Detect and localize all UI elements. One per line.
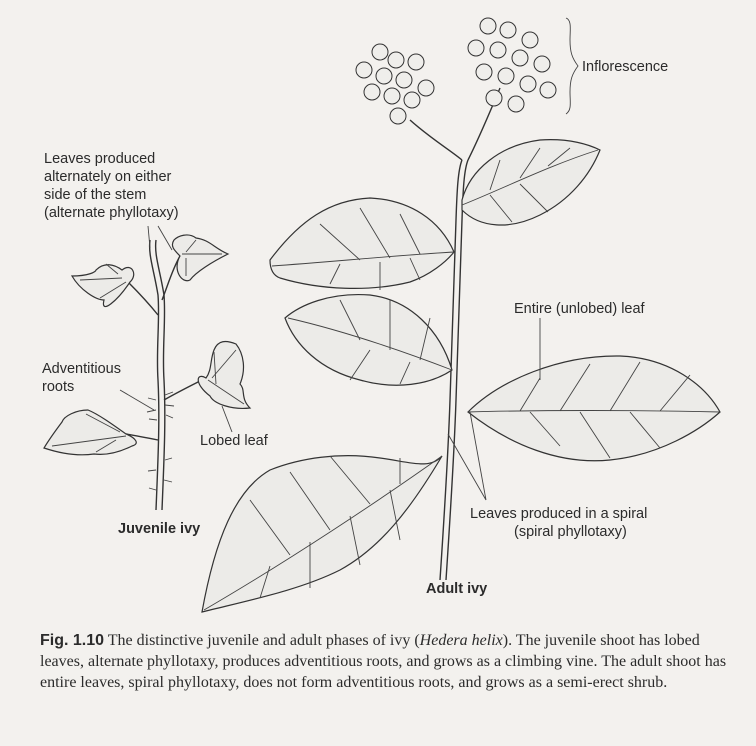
alternate-label-line4: (alternate phyllotaxy): [44, 205, 179, 221]
entire-leaf-label: Entire (unlobed) leaf: [514, 301, 645, 317]
juvenile-leaf-top-right: [172, 235, 228, 281]
juvenile-stem: [150, 240, 159, 510]
juvenile-ivy-label: Juvenile ivy: [118, 521, 201, 537]
figure-caption: [40, 630, 730, 693]
lobed-leaf: [198, 342, 250, 409]
caption-species-name: Hedera helix: [419, 632, 503, 649]
alternate-label-line1: Leaves produced: [44, 151, 156, 167]
adult-ivy-label: Adult ivy: [426, 581, 488, 597]
adventitious-label-line1: Adventitious: [42, 361, 121, 377]
juvenile-leaf-bottom-left: [44, 410, 136, 455]
inflorescence-label: Inflorescence: [582, 59, 669, 75]
adult-leaf-mid-left: [285, 295, 452, 386]
alternate-label-line2: alternately on either: [44, 169, 172, 185]
figure-number: Fig. 1.10: [40, 632, 105, 649]
inflorescence-bracket: [566, 18, 578, 114]
adult-leaf-lower-left: [202, 456, 442, 612]
juvenile-leaf-top-left: [72, 265, 134, 307]
adult-leaf-upper-right: [462, 140, 600, 225]
caption-text-start: The distinctive juvenile and adult phases of ivy (: [104, 632, 420, 649]
alternate-label-line3: side of the stem: [44, 187, 147, 203]
inflorescence-right: [468, 18, 556, 112]
spiral-label-line1: Leaves produced in a spiral: [470, 506, 648, 522]
adventitious-roots: [147, 392, 174, 490]
caption-text-end: ). The juvenile shoot has lobed leaves, alternate phyllotaxy, produces adventitious roots, and grows as a climbing vine. The adult shoot has entire leaves, spiral phyllotaxy, does not form adventitious roots, and grows as a semi-erect shrub.: [40, 632, 727, 691]
inflorescence-left: [356, 44, 434, 124]
adventitious-label-line2: roots: [42, 379, 75, 395]
spiral-label-line2: (spiral phyllotaxy): [514, 524, 627, 540]
entire-leaf: [468, 356, 720, 461]
lobed-leaf-label: Lobed leaf: [200, 433, 268, 449]
